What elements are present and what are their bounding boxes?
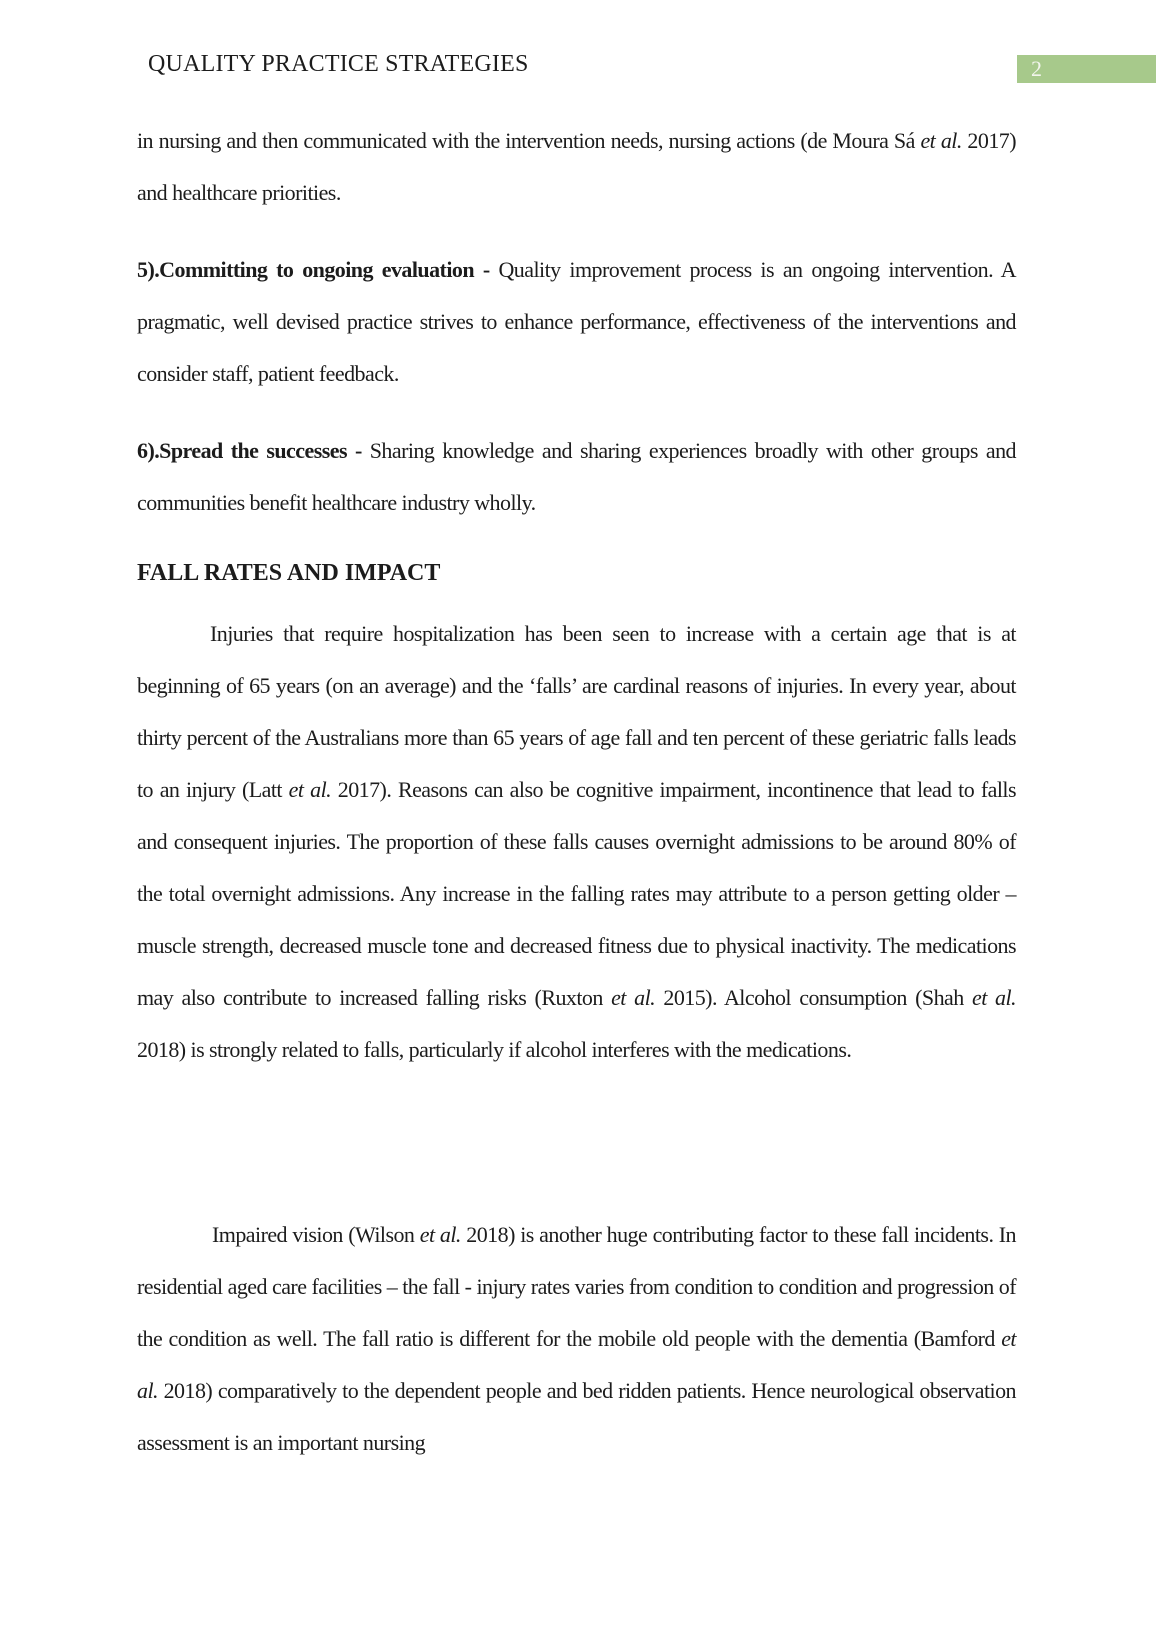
section-heading: FALL RATES AND IMPACT (137, 560, 441, 586)
citation-et-al: et al. (920, 128, 962, 153)
page-number: 2 (1031, 56, 1042, 81)
citation-et-al: et al. (611, 985, 656, 1010)
text-run: Impaired vision (Wilson (212, 1222, 420, 1247)
citation-et-al: et al. (419, 1222, 461, 1247)
text-run: 2018) comparatively to the dependent people and bed ridden patients. Hence neurological observation assessment is an important nursing (137, 1378, 1016, 1455)
text-run: 2018) is another huge contributing factor to these fall incidents. In residential aged care facilities – the fall - injury rates varies from condition to condition and progression of the condition as well. The fall ratio is different for the mobile old people with the dementia (Bamford (137, 1222, 1016, 1351)
citation-et-al: et al. (137, 1326, 1016, 1403)
text-run: Injuries that require hospitalization has been seen to increase with a certain age that is at beginning of 65 years (on an average) and the ‘falls’ are cardinal reasons of injuries. In every year, about thirty percent of the Australians more than 65 years of age fall and ten percent of these geriatric falls leads to an injury (Latt (137, 621, 1016, 802)
text-run: in nursing and then communicated with the intervention needs, nursing actions (de Moura Sá (137, 128, 921, 153)
citation-et-al: et al. (288, 777, 332, 802)
text-run: Sharing knowledge and sharing experiences broadly with other groups and communities benefit healthcare industry wholly. (137, 438, 1016, 515)
running-head: QUALITY PRACTICE STRATEGIES (148, 51, 529, 77)
text-run: 2015). Alcohol consumption (Shah (655, 985, 972, 1010)
list-item-5-lead: 5).Committing to ongoing evaluation - (137, 257, 499, 282)
text-run: Quality improvement process is an ongoing intervention. A pragmatic, well devised practice strives to enhance performance, effectiveness of the interventions and consider staff, patient feedback. (137, 257, 1016, 386)
text-run: 2018) is strongly related to falls, particularly if alcohol interferes with the medications. (137, 1037, 852, 1062)
paragraph-continuation (137, 115, 1016, 219)
page-number-badge (1017, 55, 1156, 83)
list-item-5 (137, 244, 1016, 400)
list-item-6 (137, 425, 1016, 529)
paragraph-fall-rates (137, 608, 1016, 1076)
list-item-6-lead: 6).Spread the successes - (137, 438, 370, 463)
text-run: 2017). Reasons can also be cognitive impairment, incontinence that lead to falls and consequent injuries. The proportion of these falls causes overnight admissions to be around 80% of the total overnight admissions. Any increase in the falling rates may attribute to a person getting older – muscle strength, decreased muscle tone and decreased fitness due to physical inactivity. The medications may also contribute to increased falling risks (Ruxton (137, 777, 1016, 1010)
text-run: 2017) and healthcare priorities. (137, 128, 1017, 205)
paragraph-impaired-vision (137, 1209, 1016, 1469)
citation-et-al: et al. (971, 985, 1016, 1010)
